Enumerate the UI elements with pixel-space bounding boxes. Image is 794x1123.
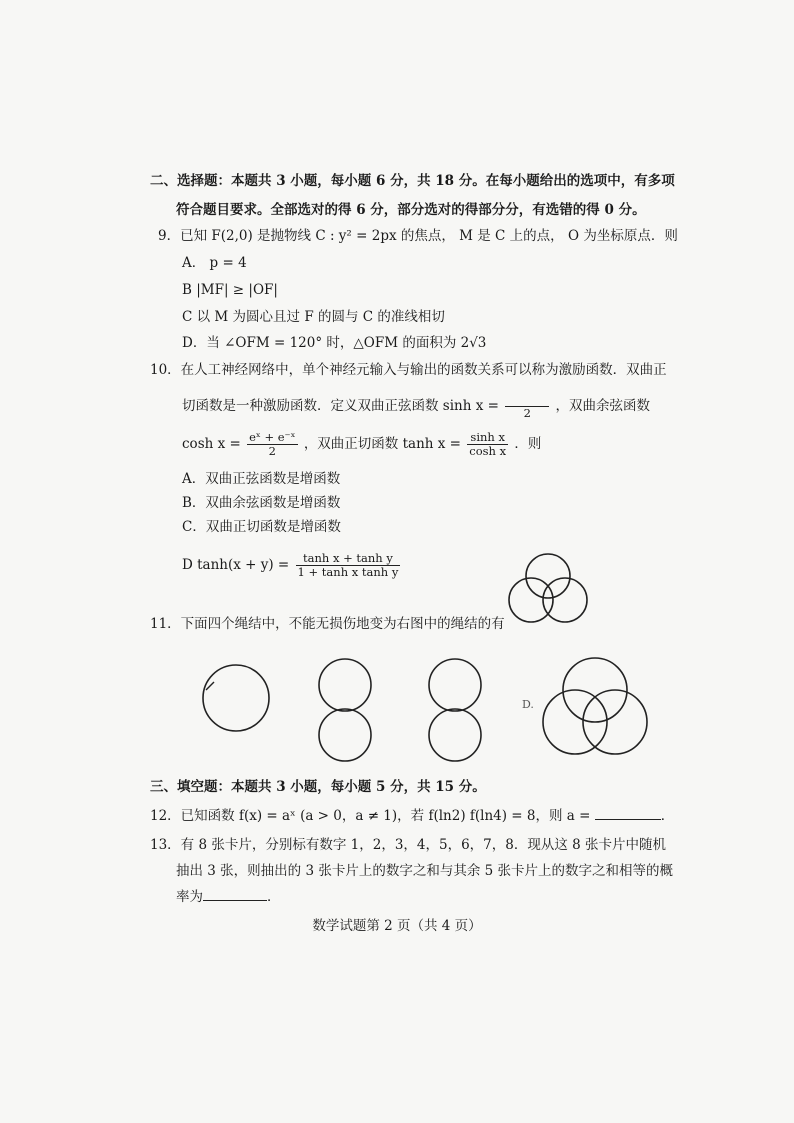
q10-d-prefix: D tanh(x + y) = [182,557,290,573]
sinh-fraction [505,393,549,420]
q12-text [150,807,674,825]
knot-option-d-label: D. [522,698,534,711]
cosh-numerator: eˣ + e⁻ˣ [249,430,296,444]
q10-line3-tail: ．则 [514,436,542,452]
tanh-sum-denominator: 1 + tanh x tanh y [297,565,399,579]
section2-heading-line1: 二、选择题：本题共 3 小题，每小题 6 分，共 18 分。在每小题给出的选项中，有多项 [150,173,675,189]
tanh-denominator: cosh x [469,444,507,458]
q10-line3 [182,431,541,458]
q10-line2 [182,393,650,420]
q12-stem: 12．已知函数 f(x) = aˣ (a > 0，a ≠ 1)，若 f(ln2) f(ln4) = 8，则 a = [150,808,591,824]
cosh-denominator: 2 [268,444,276,458]
q10-option-b: B．双曲余弦函数是增函数 [182,495,341,511]
q10-line2-text: 切函数是一种激励函数．定义双曲正弦函数 sinh x = [182,398,499,414]
q12-end: ． [660,808,675,824]
q10-option-d [182,552,402,579]
knot-option-a [198,660,274,736]
q13-line3 [176,888,281,906]
q9-option-a: A． p = 4 [182,255,247,271]
q10-line2-tail: ，双曲余弦函数 [555,398,651,414]
q13-line3-text: 率为 [176,889,203,905]
q13-line1: 13．有 8 张卡片，分别标有数字 1，2，3，4，5，6，7，8．现从这 8 张卡片中随机 [150,837,667,853]
tanh-sum-fraction [296,552,401,579]
q9-option-b: B |MF| ≥ |OF| [182,282,278,298]
q10-option-a: A．双曲正弦函数是增函数 [182,471,341,487]
sinh-denominator: 2 [523,406,531,420]
tanh-fraction [467,431,508,458]
q12-answer-blank[interactable] [595,807,661,820]
tanh-label: ，双曲正切函数 tanh x = [303,436,461,452]
tanh-sum-numerator: tanh x + tanh y [296,552,401,566]
knot-option-c [420,655,490,765]
q13-end: ． [267,889,281,905]
trefoil-knot-figure [498,548,598,630]
q10-option-c: C．双曲正切函数是增函数 [182,519,341,535]
page-footer: 数学试题第 2 页（共 4 页） [312,918,482,934]
q11-stem: 11．下面四个绳结中，不能无损伤地变为右图中的绳结的有 [150,616,505,632]
q10-line1: 10．在人工神经网络中，单个神经元输入与输出的函数关系可以称为激励函数．双曲正 [150,362,667,378]
knot-option-d [540,650,650,765]
cosh-label: cosh x = [182,436,241,452]
q9-option-c: C 以 M 为圆心且过 F 的圆与 C 的准线相切 [182,309,445,325]
q9-stem: 9．已知 F(2,0) 是抛物线 C : y² = 2px 的焦点， M 是 C 上的点， O 为坐标原点．则 [158,228,678,244]
knot-option-b [310,655,380,765]
q9-option-d: D．当 ∠OFM = 120° 时，△OFM 的面积为 2√3 [182,335,487,351]
cosh-fraction [247,431,297,458]
q13-answer-blank[interactable] [203,888,267,901]
q13-line2: 抽出 3 张，则抽出的 3 张卡片上的数字之和与其余 5 张卡片上的数字之和相等的概 [176,863,674,879]
section2-heading-line2: 符合题目要求。全部选对的得 6 分，部分选对的得部分分，有选错的得 0 分。 [176,202,646,218]
section3-heading: 三、填空题：本题共 3 小题，每小题 5 分，共 15 分。 [150,779,486,795]
tanh-numerator: sinh x [467,431,508,445]
